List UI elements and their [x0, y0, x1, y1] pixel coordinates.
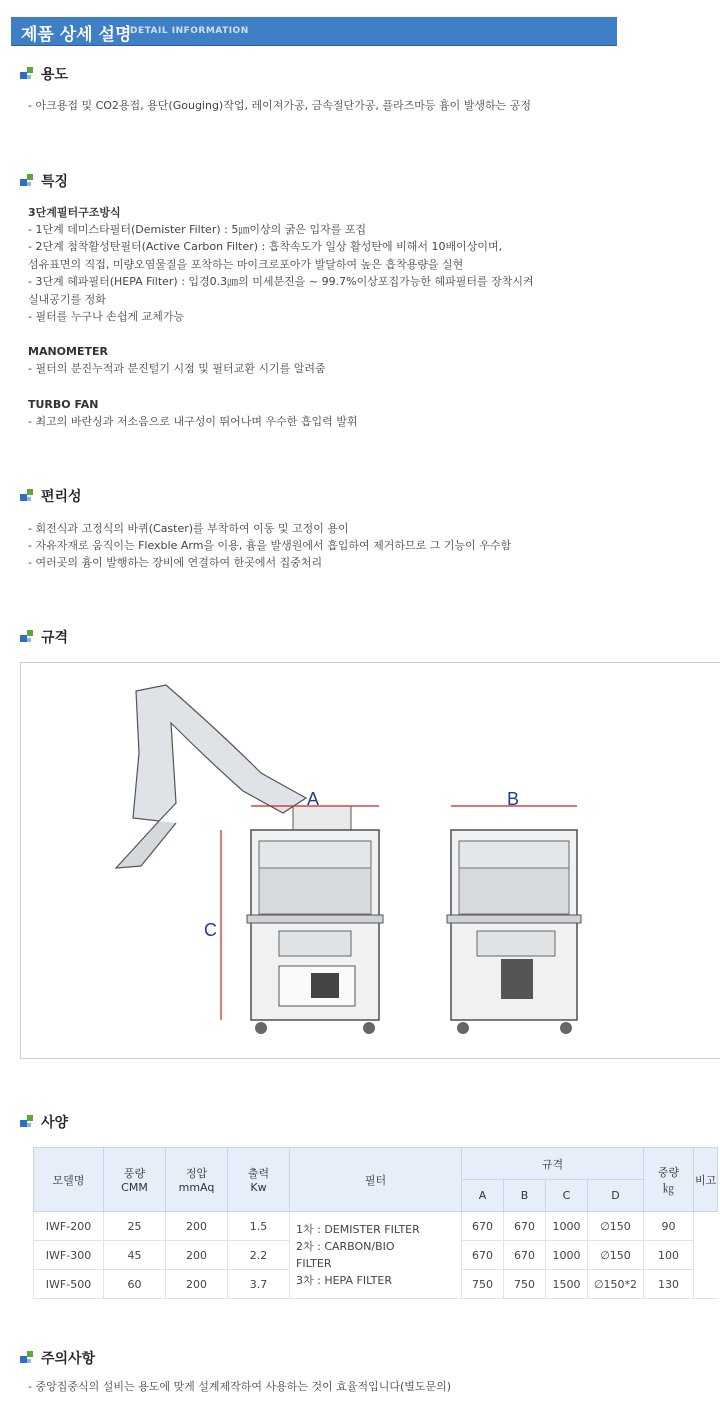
col-filter: 필터: [290, 1148, 462, 1212]
col-size-d: D: [588, 1180, 644, 1212]
feature-line: - 필터를 누구나 손쉽게 교체가능: [28, 310, 185, 323]
feature-line: - 3단계 헤파필터(HEPA Filter) : 입경0.3㎛의 미세분진을 ~ 99.7%이상포집가능한 헤파필터를 장착시켜: [28, 275, 534, 288]
section-bullet-icon: [20, 1351, 35, 1366]
cell-model: IWF-300: [34, 1241, 104, 1270]
cell-pressure: 200: [166, 1212, 228, 1241]
front-filter-tray: [247, 915, 383, 923]
cell-size-b: 670: [504, 1241, 546, 1270]
cell-power: 3.7: [228, 1270, 290, 1299]
front-fan-housing: [279, 931, 351, 956]
cell-flow: 25: [104, 1212, 166, 1241]
cell-size-d: ∅150: [588, 1212, 644, 1241]
cell-size-a: 670: [462, 1212, 504, 1241]
col-note: 비고: [694, 1148, 718, 1212]
section-title: 규격: [41, 630, 69, 646]
cell-model: IWF-500: [34, 1270, 104, 1299]
side-fan-housing: [477, 931, 555, 956]
col-size: 규격: [462, 1148, 644, 1180]
col-pressure: 정압 mmAq: [166, 1148, 228, 1212]
section-bullet-icon: [20, 67, 35, 82]
col-model: 모델명: [34, 1148, 104, 1212]
feature-subheading: MANOMETER: [28, 345, 108, 358]
feature-line: - 2단계 첨착활성탄필터(Active Carbon Filter) : 흡착속도가 일상 활성탄에 비해서 10배이상이며,: [28, 240, 503, 253]
section-title: 용도: [41, 67, 69, 83]
cell-note: [694, 1212, 718, 1299]
cell-pressure: 200: [166, 1270, 228, 1299]
section-title: 특징: [41, 174, 69, 190]
cell-size-c: 1000: [546, 1212, 588, 1241]
cell-filter: 1차 : DEMISTER FILTER 2차 : CARBON/BIO FILTER 3차 : HEPA FILTER: [290, 1212, 462, 1299]
section-bullet-icon: [20, 489, 35, 504]
cell-power: 2.2: [228, 1241, 290, 1270]
cell-weight: 130: [644, 1270, 694, 1299]
col-weight: 중량 ㎏: [644, 1148, 694, 1212]
page-subtitle: DETAIL INFORMATION: [130, 26, 249, 36]
cell-model: IWF-200: [34, 1212, 104, 1241]
feature-line: 실내공기를 정화: [28, 293, 106, 306]
section-bullet-icon: [20, 174, 35, 189]
flexible-arm: [133, 685, 306, 821]
duct-collar: [293, 806, 351, 830]
spec-table: [33, 1147, 718, 1299]
dimension-drawing-svg: [21, 663, 720, 1058]
section-bullet-icon: [20, 630, 35, 645]
feature-subheading: 3단계필터구조방식: [28, 206, 121, 219]
dimension-a-label: A: [307, 789, 320, 809]
cell-flow: 45: [104, 1241, 166, 1270]
col-size-a: A: [462, 1180, 504, 1212]
cell-size-a: 750: [462, 1270, 504, 1299]
cell-weight: 100: [644, 1241, 694, 1270]
side-motor: [501, 959, 533, 999]
col-size-c: C: [546, 1180, 588, 1212]
cell-size-b: 750: [504, 1270, 546, 1299]
dimension-c-label: C: [204, 920, 217, 940]
section-title: 주의사항: [41, 1351, 96, 1367]
cell-flow: 60: [104, 1270, 166, 1299]
cell-size-c: 1500: [546, 1270, 588, 1299]
cell-power: 1.5: [228, 1212, 290, 1241]
page-title: 제품 상세 설명: [21, 25, 132, 45]
cell-size-b: 670: [504, 1212, 546, 1241]
feature-line: - 최고의 바란싱과 저소음으로 내구성이 뛰어나며 우수한 흡입력 발휘: [28, 415, 358, 428]
side-filter-media: [459, 868, 569, 914]
feature-line: - 1단계 데미스타필터(Demister Filter) : 5㎛이상의 굵은 입자를 포집: [28, 223, 367, 236]
usage-line: - 아크용접 및 CO2용접, 용단(Gouging)작업, 레이져가공, 금속절단가공, 플라즈마등 흄이 발생하는 공정: [28, 99, 531, 112]
cell-weight: 90: [644, 1212, 694, 1241]
cell-size-a: 670: [462, 1241, 504, 1270]
feature-subheading: TURBO FAN: [28, 398, 99, 411]
table-header-row: [34, 1148, 718, 1180]
front-filter-media: [259, 868, 371, 914]
col-power: 출력 Kw: [228, 1148, 290, 1212]
col-flow: 풍량 CMM: [104, 1148, 166, 1212]
section-bullet-icon: [20, 1115, 35, 1130]
front-motor: [311, 973, 339, 998]
table-row: [34, 1212, 718, 1241]
col-size-b: B: [504, 1180, 546, 1212]
product-dimension-drawing: [20, 662, 720, 1059]
front-caster: [363, 1022, 375, 1034]
page-header: [11, 17, 617, 46]
side-filter-tray: [447, 915, 581, 923]
feature-line: 섬유표면의 직접, 미량오염물질을 포착하는 마이크로포아가 발달하여 높은 흡착용량을 실현: [28, 258, 464, 271]
cell-size-c: 1000: [546, 1241, 588, 1270]
cell-size-d: ∅150: [588, 1241, 644, 1270]
cell-size-d: ∅150*2: [588, 1270, 644, 1299]
dimension-b-label: B: [507, 789, 520, 809]
side-caster: [457, 1022, 469, 1034]
convenience-line: - 회전식과 고정식의 바퀴(Caster)를 부착하여 이동 및 고정이 용이: [28, 522, 349, 535]
suction-hood: [116, 821, 176, 868]
section-title: 편리성: [41, 489, 82, 505]
front-caster: [255, 1022, 267, 1034]
caution-line: - 중앙집중식의 설비는 용도에 맞게 설계제작하여 사용하는 것이 효율적입니다(별도문의): [28, 1380, 452, 1393]
convenience-line: - 자유자재로 움직이는 Flexble Arm을 이용, 흄을 발생원에서 흡입하여 제거하므로 그 기능이 우수함: [28, 539, 512, 552]
section-title: 사양: [41, 1115, 69, 1131]
convenience-line: - 여러곳의 흄이 발행하는 장비에 연결하여 한곳에서 집중처리: [28, 556, 323, 569]
cell-pressure: 200: [166, 1241, 228, 1270]
feature-line: - 필터의 분진누적과 분진털기 시점 및 필터교환 시기를 알려줌: [28, 362, 326, 375]
side-caster: [560, 1022, 572, 1034]
